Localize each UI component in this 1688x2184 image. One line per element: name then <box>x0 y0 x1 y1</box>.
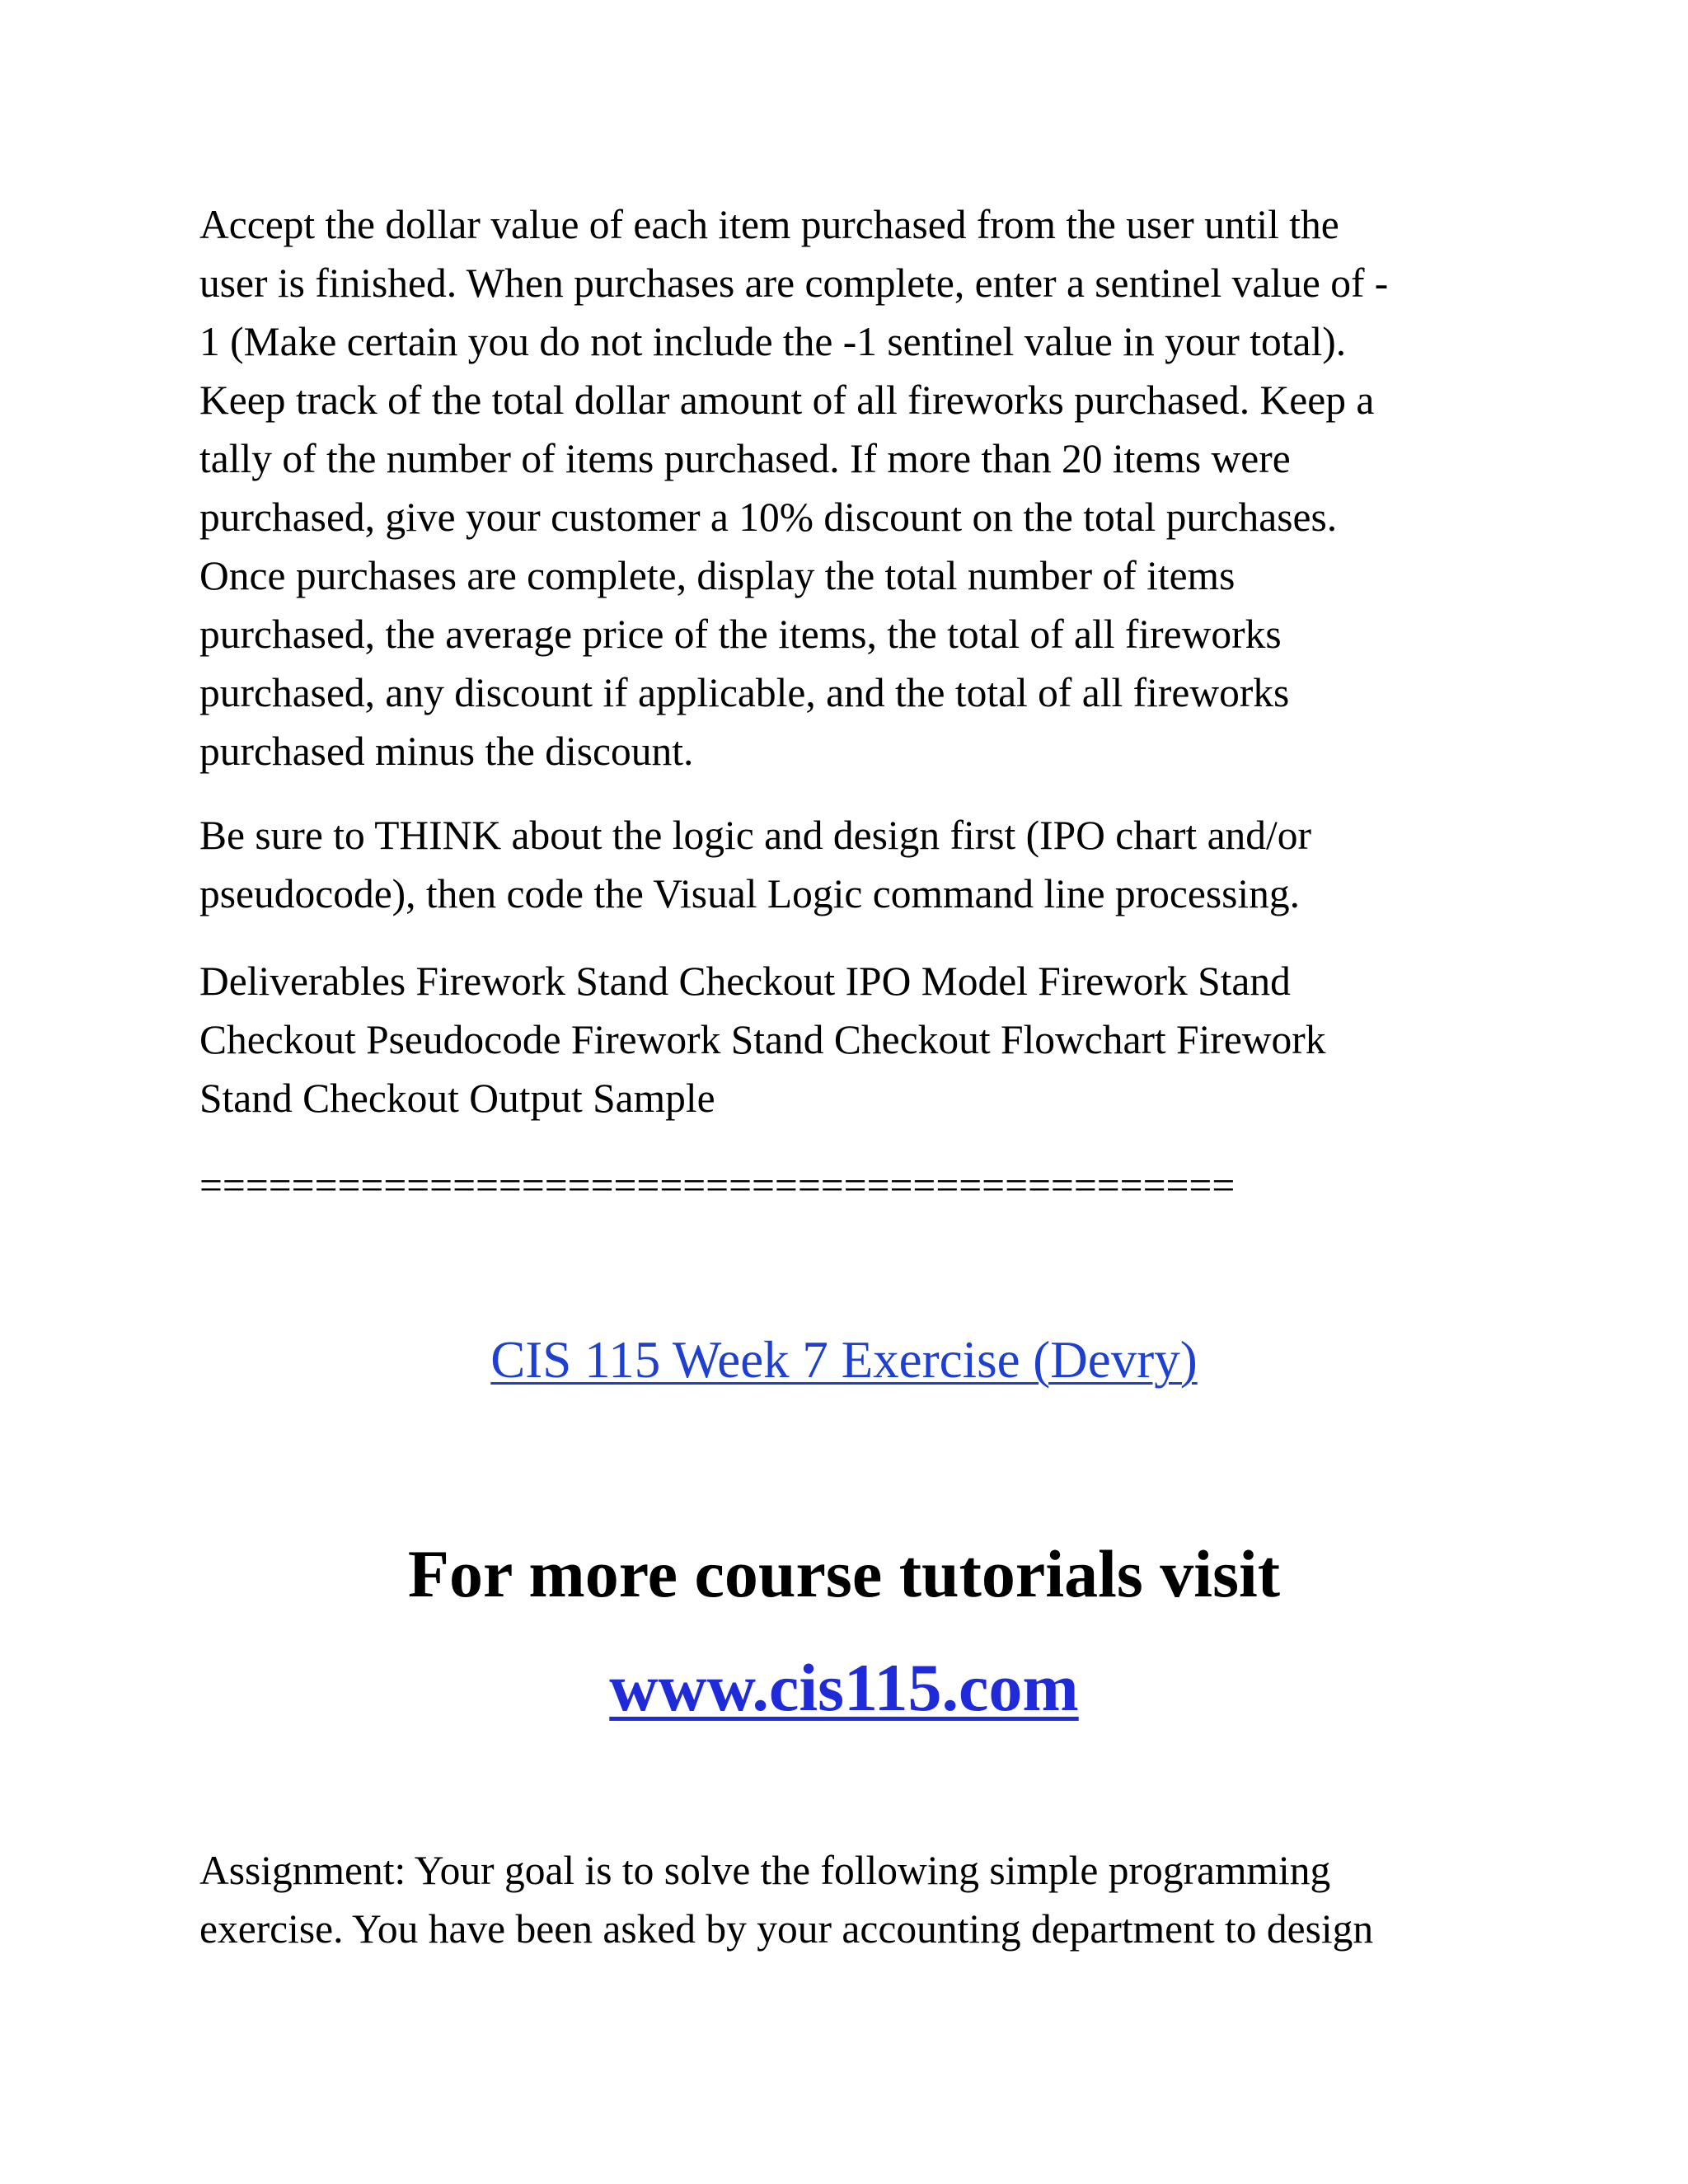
text-line: Accept the dollar value of each item purchased from the user until the <box>199 202 1339 247</box>
course-link[interactable]: CIS 115 Week 7 Exercise (Devry) <box>490 1331 1198 1389</box>
text-line: user is finished. When purchases are complete, enter a sentinel value of - <box>199 260 1389 306</box>
text-line: Once purchases are complete, display the total number of items <box>199 553 1236 598</box>
text-line: tally of the number of items purchased. If more than 20 items were <box>199 436 1291 481</box>
course-link-container <box>0 1327 1688 1393</box>
text-line: purchased, any discount if applicable, and the total of all fireworks <box>199 670 1290 715</box>
promo-heading: For more course tutorials visit <box>407 1536 1281 1611</box>
text-line: Keep track of the total dollar amount of all fireworks purchased. Keep a <box>199 377 1375 423</box>
text-line: 1 (Make certain you do not include the -1 sentinel value in your total). <box>199 319 1347 364</box>
text-line: Checkout Pseudocode Firework Stand Checkout Flowchart Firework <box>199 1017 1326 1062</box>
text-line: purchased, give your customer a 10% discount on the total purchases. <box>199 494 1338 540</box>
text-line: purchased, the average price of the items, the total of all fireworks <box>199 612 1282 657</box>
text-line: Stand Checkout Output Sample <box>199 1076 715 1121</box>
text-line: Assignment: Your goal is to solve the following simple programming <box>199 1848 1331 1893</box>
paragraph-requirements <box>199 195 1388 780</box>
separator-line: ============================================= <box>199 1163 1236 1208</box>
text-line: Deliverables Firework Stand Checkout IPO Model Firework Stand <box>199 958 1291 1004</box>
text-line: purchased minus the discount. <box>199 729 694 774</box>
site-link-container <box>0 1647 1688 1729</box>
text-line: Be sure to THINK about the logic and design first (IPO chart and/or <box>199 813 1312 858</box>
site-link[interactable]: www.cis115.com <box>609 1650 1079 1725</box>
paragraph-deliverables <box>199 952 1326 1127</box>
paragraph-assignment <box>199 1841 1373 1958</box>
paragraph-design-note <box>199 806 1311 923</box>
text-line: exercise. You have been asked by your accounting department to design <box>199 1906 1374 1952</box>
text-line: pseudocode), then code the Visual Logic command line processing. <box>199 871 1301 916</box>
